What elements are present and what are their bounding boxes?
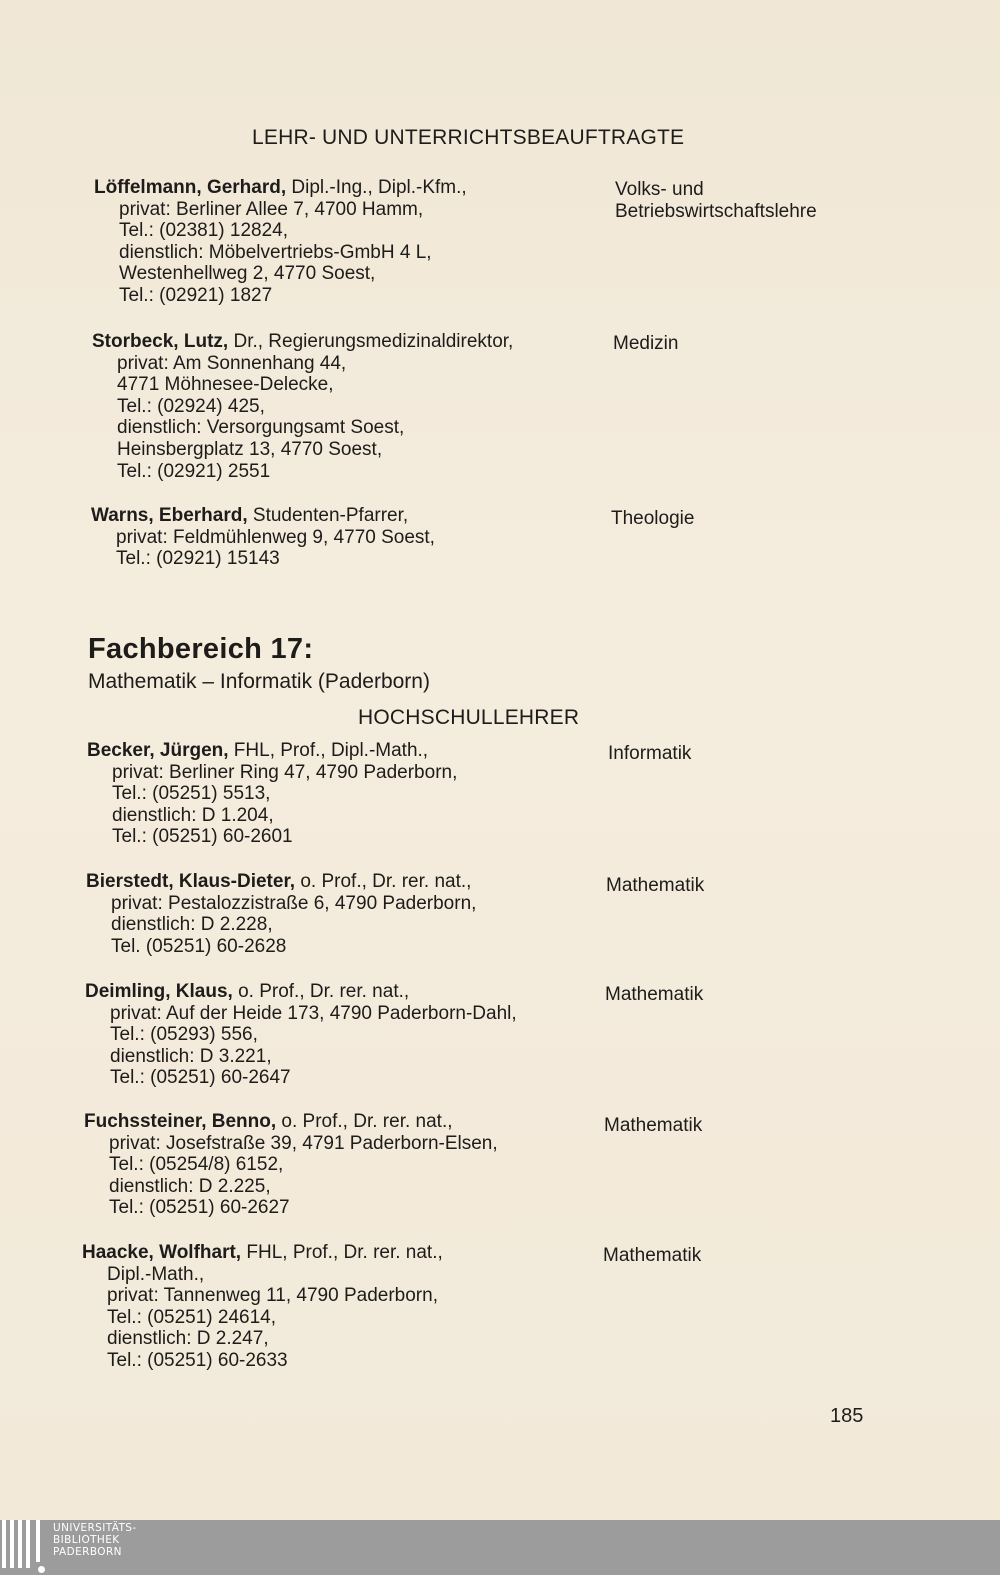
entry-bierstedt [86, 871, 476, 957]
entry-title: o. Prof., Dr. rer. nat., [232, 981, 410, 1002]
library-footer-bar [0, 1520, 1000, 1575]
library-logo-icon [0, 1520, 50, 1575]
entry-title: o. Prof., Dr. rer. nat., [276, 1111, 453, 1132]
entry-line: Tel.: (02381) 12824, [119, 220, 289, 242]
entry-name: Storbeck, Lutz, [92, 331, 229, 352]
subject-line: Medizin [613, 333, 679, 354]
subject-line: Betriebswirtschaftslehre [615, 201, 817, 222]
fachbereich-title: Fachbereich 17: [88, 633, 314, 665]
entry-fuchssteiner [84, 1111, 498, 1219]
entry-line: dienstlich: Versorgungsamt Soest, [117, 417, 405, 439]
entry-line: Heinsbergplatz 13, 4770 Soest, [117, 438, 383, 460]
library-name-line: PADERBORN [53, 1546, 122, 1558]
entry-line: Tel.: (05251) 5513, [112, 783, 271, 805]
entry-line: Tel.: (05251) 60-2627 [109, 1197, 290, 1219]
subject-line: Mathematik [604, 1115, 703, 1136]
entry-line: privat: Josefstraße 39, 4791 Paderborn-Elsen, [109, 1132, 498, 1154]
entry-warns [91, 505, 435, 570]
subject-storbeck [613, 333, 678, 355]
entry-line: 4771 Möhnesee-Delecke, [117, 374, 334, 396]
entry-name: Becker, Jürgen, [87, 740, 229, 761]
entry-line: privat: Pestalozzistraße 6, 4790 Paderborn, [111, 892, 477, 914]
subject-line: Mathematik [605, 984, 704, 1005]
entry-title: FHL, Prof., Dr. rer. nat., [241, 1242, 443, 1263]
entry-becker [87, 740, 457, 848]
entry-line: Dipl.-Math., [107, 1263, 205, 1285]
entry-line: privat: Feldmühlenweg 9, 4770 Soest, [116, 526, 435, 548]
entry-storbeck [92, 331, 513, 482]
subject-bierstedt [606, 875, 704, 897]
section-title-lehrbeauftragte: LEHR- UND UNTERRICHTSBEAUFTRAGTE [252, 126, 685, 149]
entry-haacke [82, 1242, 443, 1372]
entry-line: privat: Auf der Heide 173, 4790 Paderborn-Dahl, [110, 1002, 517, 1024]
entry-line: dienstlich: D 1.204, [112, 804, 274, 826]
entry-line: Tel.: (05251) 60-2647 [110, 1067, 291, 1089]
entry-name: Löffelmann, Gerhard, [94, 177, 287, 198]
entry-title: FHL, Prof., Dipl.-Math., [228, 740, 429, 761]
entry-line: privat: Berliner Ring 47, 4790 Paderborn, [112, 761, 458, 783]
library-name-line: BIBLIOTHEK [53, 1534, 120, 1546]
library-name [53, 1522, 137, 1558]
entry-line: privat: Am Sonnenhang 44, [117, 352, 347, 374]
entry-line: Tel.: (02921) 15143 [116, 548, 280, 570]
entry-line: Tel.: (05254/8) 6152, [109, 1154, 284, 1176]
entry-line: dienstlich: D 2.247, [107, 1328, 269, 1350]
section-title-hochschullehrer: HOCHSCHULLEHRER [358, 706, 580, 729]
entry-line: Tel.: (05251) 60-2601 [112, 826, 293, 848]
entry-name: Bierstedt, Klaus-Dieter, [86, 871, 296, 892]
entry-title: o. Prof., Dr. rer. nat., [295, 871, 472, 892]
entry-line: privat: Tannenweg 11, 4790 Paderborn, [107, 1285, 438, 1307]
subject-becker [608, 743, 691, 765]
subject-fuchssteiner [604, 1115, 702, 1137]
entry-line: dienstlich: D 2.225, [109, 1175, 271, 1197]
entry-line: Tel.: (05293) 556, [110, 1024, 258, 1046]
entry-line: Tel.: (02921) 2551 [117, 460, 271, 482]
entry-line: privat: Berliner Allee 7, 4700 Hamm, [119, 198, 424, 220]
entry-line: dienstlich: D 2.228, [111, 914, 273, 936]
subject-line: Volks- und [615, 179, 704, 200]
entry-name: Warns, Eberhard, [91, 505, 248, 526]
subject-line: Informatik [608, 743, 692, 764]
entry-line: Westenhellweg 2, 4770 Soest, [119, 263, 376, 285]
subject-warns [611, 508, 694, 530]
entry-title: Studenten-Pfarrer, [247, 505, 409, 526]
entry-deimling [85, 981, 517, 1089]
entry-name: Deimling, Klaus, [85, 981, 233, 1002]
subject-haacke [603, 1245, 701, 1267]
entry-line: Tel.: (02924) 425, [117, 395, 265, 417]
subject-deimling [605, 984, 703, 1006]
entry-line: Tel.: (05251) 24614, [107, 1306, 277, 1328]
subject-line: Mathematik [603, 1245, 702, 1266]
entry-line: dienstlich: D 3.221, [110, 1045, 272, 1067]
entry-title: Dr., Regierungsmedizinaldirektor, [228, 331, 514, 352]
entry-line: Tel.: (02921) 1827 [119, 284, 273, 306]
fachbereich-subtitle: Mathematik – Informatik (Paderborn) [88, 670, 430, 693]
entry-title: Dipl.-Ing., Dipl.-Kfm., [286, 177, 467, 198]
entry-line: Tel.: (05251) 60-2633 [107, 1349, 288, 1371]
page-number: 185 [830, 1405, 864, 1427]
library-name-line: UNIVERSITÄTS- [53, 1522, 137, 1534]
entry-loeffelmann [94, 177, 467, 307]
entry-name: Haacke, Wolfhart, [82, 1242, 242, 1263]
entry-line: Tel. (05251) 60-2628 [111, 935, 287, 957]
entry-line: dienstlich: Möbelvertriebs-GmbH 4 L, [119, 241, 432, 263]
subject-loeffelmann [615, 179, 817, 223]
entry-name: Fuchssteiner, Benno, [84, 1111, 277, 1132]
subject-line: Theologie [611, 508, 695, 529]
subject-line: Mathematik [606, 875, 705, 896]
